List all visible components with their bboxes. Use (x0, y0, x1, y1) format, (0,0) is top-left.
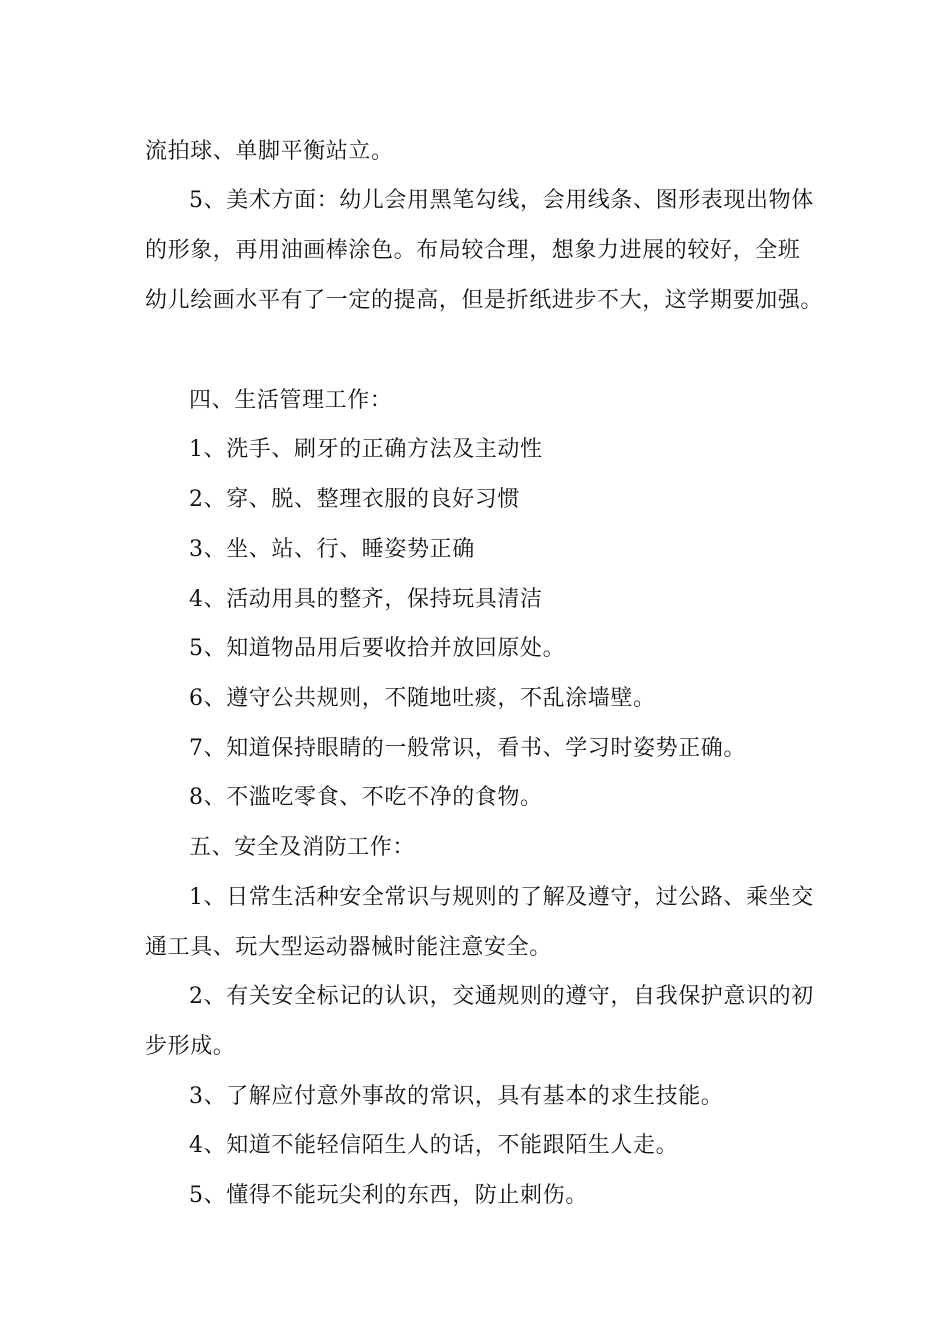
list-item: 8、不滥吃零食、不吃不净的食物。 (189, 785, 543, 810)
paragraph-line: 5、美术方面：幼儿会用黑笔勾线，会用线条、图形表现出物体 (189, 188, 814, 213)
paragraph-line: 幼儿绘画水平有了一定的提高，但是折纸进步不大，这学期要加强。 (145, 288, 824, 313)
list-item: 2、穿、脱、整理衣服的良好习惯 (189, 487, 520, 512)
list-item: 4、活动用具的整齐，保持玩具清洁 (189, 587, 543, 612)
list-item: 5、懂得不能玩尖利的东西，防止刺伤。 (189, 1183, 588, 1208)
list-item: 5、知道物品用后要收拾并放回原处。 (189, 636, 566, 661)
paragraph-line: 的形象，再用油画棒涂色。布局较合理，想象力进展的较好，全班 (145, 238, 801, 263)
list-item: 3、了解应付意外事故的常识，具有基本的求生技能。 (189, 1084, 724, 1109)
list-item: 2、有关安全标记的认识，交通规则的遵守，自我保护意识的初 (189, 984, 814, 1009)
list-item: 6、遵守公共规则，不随地吐痰，不乱涂墙壁。 (189, 686, 656, 711)
list-item: 3、坐、站、行、睡姿势正确 (189, 537, 475, 562)
paragraph-line: 流拍球、单脚平衡站立。 (145, 139, 394, 164)
list-item: 1、日常生活种安全常识与规则的了解及遵守，过公路、乘坐交 (189, 885, 814, 910)
list-item-continuation: 通工具、玩大型运动器械时能注意安全。 (145, 935, 552, 960)
list-item: 4、知道不能轻信陌生人的话，不能跟陌生人走。 (189, 1133, 679, 1158)
section-heading: 五、安全及消防工作： (189, 835, 416, 860)
section-heading: 四、生活管理工作： (189, 388, 393, 413)
list-item-continuation: 步形成。 (145, 1034, 236, 1059)
list-item: 1、洗手、刷牙的正确方法及主动性 (189, 437, 543, 462)
list-item: 7、知道保持眼睛的一般常识，看书、学习时姿势正确。 (189, 736, 746, 761)
